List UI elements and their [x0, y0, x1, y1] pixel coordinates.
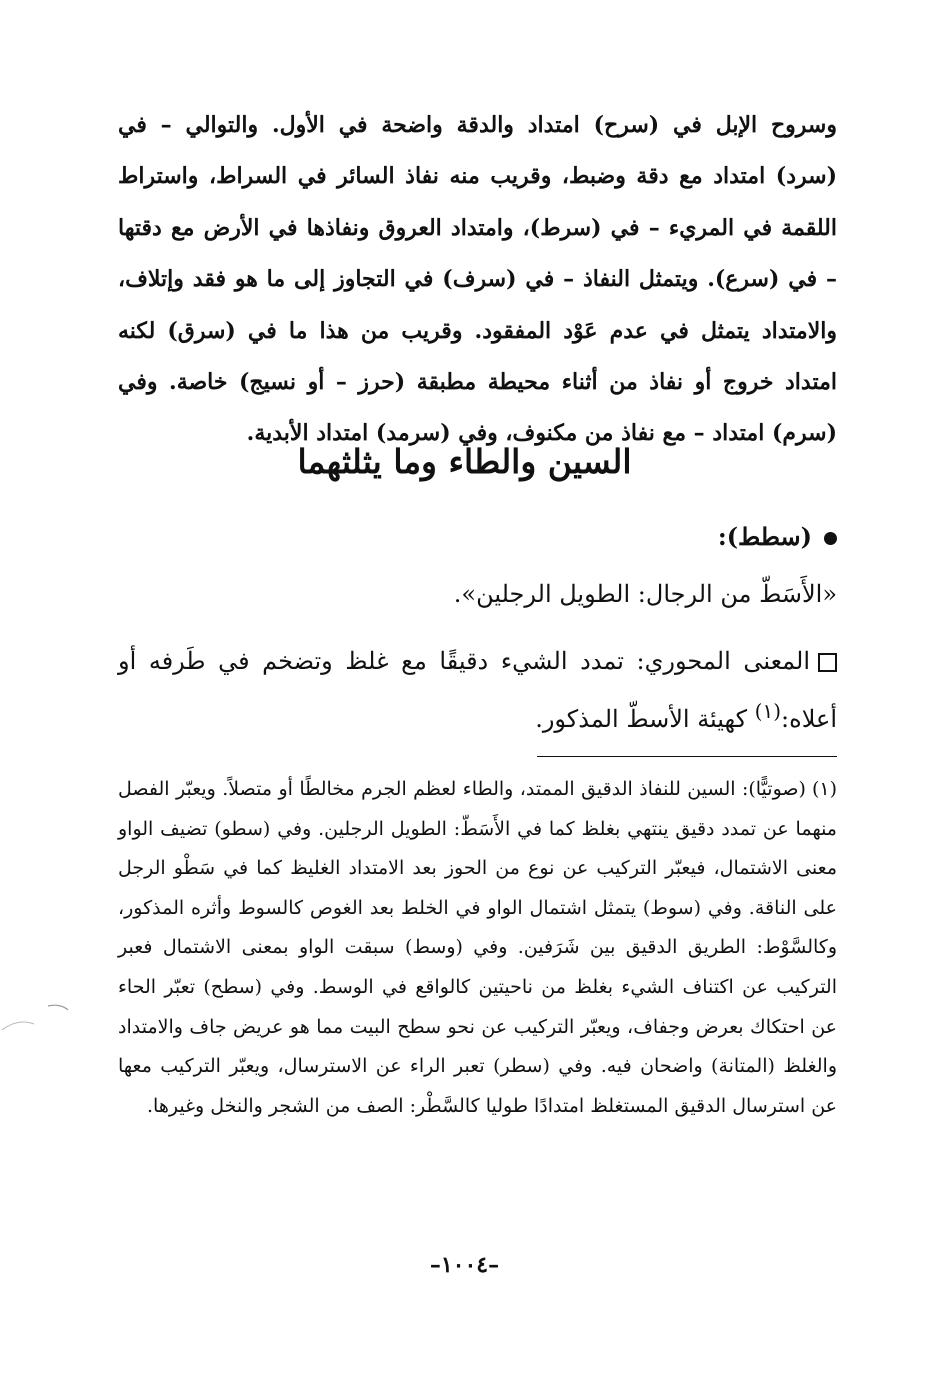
margin-smudge-icon [0, 1000, 70, 1040]
core-meaning-tail: كهيئة الأسطّ المذكور. [535, 705, 755, 733]
core-meaning [118, 636, 837, 744]
footnote-divider [537, 756, 837, 757]
footnote-text: (صوتيًّا): السين للنفاذ الدقيق الممتد، والطاء لعظم الجرم مخالطًا أو متصلاً. ويعبّر الفصل منهما عن تمدد دقيق ينتهي بغلظ كما في الأَسَطّ: الطويل الرجلين. وفي (سطو) تضيف الواو معنى الاشتمال، فيعبّر التركيب عن نوع من الحوز بعد الامتداد الغليظ كما في سَطْو الرجل على الناقة. وفي (سوط) يتمثل اشتمال الواو في الخلط بعد الغوص كالسوط وأثره المذكور، وكالسَّوْط: الطريق الدقيق بين شَرَفين. وفي (وسط) سبقت الواو بمعنى الاشتمال فعبر التركيب عن اكتناف الشيء بغلظ من ناحيتين كالواقع في الوسط. وفي (سطح) تعبّر الحاء عن احتكاك بعرض وجفاف، ويعبّر التركيب عن نحو سطح البيت مما هو عريض جاف والامتداد والغلظ (المتانة) واضحان فيه. وفي (سطر) تعبر الراء عن الاسترسال، ويعبّر التركيب معها عن استرسال الدقيق المستغلظ امتدادًا طوليا كالسَّطْر: الصف من الشجر والنخل وغيرها. [118, 778, 837, 1117]
section-heading: السين والطاء وما يثلثهما [297, 442, 632, 481]
square-icon [818, 653, 837, 672]
footnote [118, 770, 837, 1126]
core-meaning-text: المعنى المحوري: تمدد الشيء دقيقًا مع غلظ وتضخم في طَرفه أو أعلاه: [118, 647, 837, 733]
entry-quote: «الأَسَطّ من الرجال: الطويل الرجلين». [453, 580, 837, 608]
page-number: –١٠٠٤– [429, 1252, 500, 1278]
bullet-icon [824, 532, 837, 545]
body-paragraph: وسروح الإبل في (سرح) امتداد والدقة واضحة في الأول. والتوالي – في (سرد) امتداد مع دقة وضبط، وقريب منه نفاذ السائر في السراط، واستراط اللقمة في المريء – في (سرط)، وامتداد العروق ونفاذها في الأرض مع دقتها – في (سرع). ويتمثل النفاذ – في (سرف) في التجاوز إلى ما هو فقد وإتلاف، والامتداد يتمثل في عدم عَوْد المفقود. وقريب من هذا ما في (سرق) لكنه امتداد خروج أو نفاذ من أثناء محيطة مطبقة (حرز – أو نسيج) خاصة. وفي (سرم) امتداد – مع نفاذ من مكنوف، وفي (سرمد) امتداد الأبدية. [118, 112, 837, 447]
entry-root [118, 522, 837, 551]
footnote-ref: (١) [754, 699, 782, 723]
footnote-number: (١) [811, 778, 837, 800]
entry-root-text: (سطط): [717, 522, 812, 551]
